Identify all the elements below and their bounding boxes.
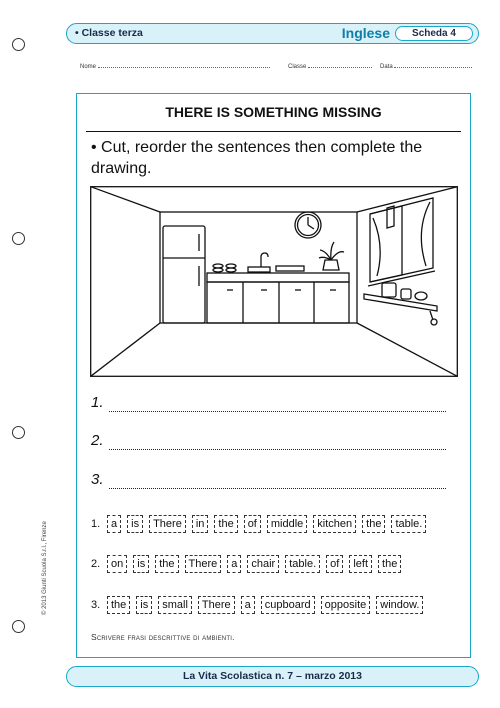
word-card[interactable]: cupboard	[261, 596, 315, 614]
word-card[interactable]: opposite	[321, 596, 371, 614]
word-card[interactable]: the	[378, 555, 401, 573]
fridge-icon	[163, 226, 205, 323]
word-card[interactable]: on	[107, 555, 127, 573]
grade-label: • Classe terza	[75, 27, 143, 39]
footer-bar: La Vita Scolastica n. 7 – marzo 2013	[66, 666, 479, 687]
word-card[interactable]: of	[326, 555, 343, 573]
word-card[interactable]: the	[214, 515, 237, 533]
word-cards	[107, 515, 426, 533]
word-cards	[107, 596, 423, 614]
word-card[interactable]: middle	[267, 515, 307, 533]
sheet-badge: Scheda 4	[395, 26, 473, 41]
plant-icon	[319, 242, 344, 270]
word-card[interactable]: of	[244, 515, 261, 533]
dotted-line	[109, 488, 446, 489]
instruction-text: • Cut, reorder the sentences then complete the drawing.	[91, 139, 423, 177]
word-card[interactable]: There	[185, 555, 222, 573]
scrambled-sentence	[91, 515, 461, 535]
word-card[interactable]: table.	[285, 555, 320, 573]
sink-icon	[248, 253, 270, 272]
scrambled-sentence	[91, 555, 461, 575]
dotted-line	[109, 411, 446, 412]
binder-hole	[12, 620, 25, 633]
line-number: 2.	[91, 432, 104, 449]
word-card[interactable]: left	[349, 555, 372, 573]
word-card[interactable]: There	[198, 596, 235, 614]
title-divider	[86, 131, 461, 132]
date-label: Data	[380, 64, 393, 70]
word-card[interactable]: a	[227, 555, 241, 573]
worksheet-frame	[76, 93, 471, 658]
word-cards	[107, 555, 401, 573]
counter-icon	[207, 273, 349, 323]
word-card[interactable]: is	[136, 596, 152, 614]
class-label: Classe	[288, 64, 307, 70]
sentence-number: 3.	[91, 599, 101, 611]
worksheet-title: THERE IS SOMETHING MISSING	[165, 104, 382, 120]
answer-line[interactable]	[91, 432, 446, 454]
class-field	[288, 63, 372, 70]
window-icon	[368, 198, 435, 286]
answer-line[interactable]	[91, 471, 446, 493]
word-card[interactable]: chair	[247, 555, 279, 573]
subject-label: Inglese	[341, 25, 390, 41]
date-field	[380, 63, 472, 70]
shelf-icon	[364, 283, 437, 325]
line-number: 1.	[91, 394, 104, 411]
word-card[interactable]: the	[362, 515, 385, 533]
dotted-line	[109, 449, 446, 450]
word-card[interactable]: is	[133, 555, 149, 573]
word-card[interactable]: the	[155, 555, 178, 573]
answer-line[interactable]	[91, 394, 446, 416]
binder-hole	[12, 38, 25, 51]
word-card[interactable]: kitchen	[313, 515, 356, 533]
word-card[interactable]: a	[107, 515, 121, 533]
header-bar	[66, 23, 479, 44]
name-field	[80, 63, 270, 70]
scrambled-sentence	[91, 596, 461, 616]
word-card[interactable]: small	[158, 596, 192, 614]
binder-hole	[12, 232, 25, 245]
class-line	[308, 63, 372, 68]
word-card[interactable]: There	[149, 515, 186, 533]
sentence-number: 2.	[91, 558, 101, 570]
word-card[interactable]: the	[107, 596, 130, 614]
clock-icon	[295, 212, 321, 238]
line-number: 3.	[91, 471, 104, 488]
cutting-board-icon	[276, 266, 304, 271]
stove-icon	[213, 264, 236, 272]
word-card[interactable]: a	[241, 596, 255, 614]
name-label: Nome	[80, 64, 97, 70]
binder-hole	[12, 426, 25, 439]
word-card[interactable]: table.	[391, 515, 426, 533]
kitchen-drawing	[90, 186, 458, 377]
word-card[interactable]: window.	[376, 596, 423, 614]
name-line	[98, 63, 270, 68]
sentence-number: 1.	[91, 518, 101, 530]
date-line	[394, 63, 472, 68]
activity-caption: Scrivere frasi descrittive di ambienti.	[91, 632, 235, 642]
copyright-text: © 2013 Giunti Scuola S.r.l., Firenze	[42, 521, 48, 615]
word-card[interactable]: is	[127, 515, 143, 533]
word-card[interactable]: in	[192, 515, 209, 533]
